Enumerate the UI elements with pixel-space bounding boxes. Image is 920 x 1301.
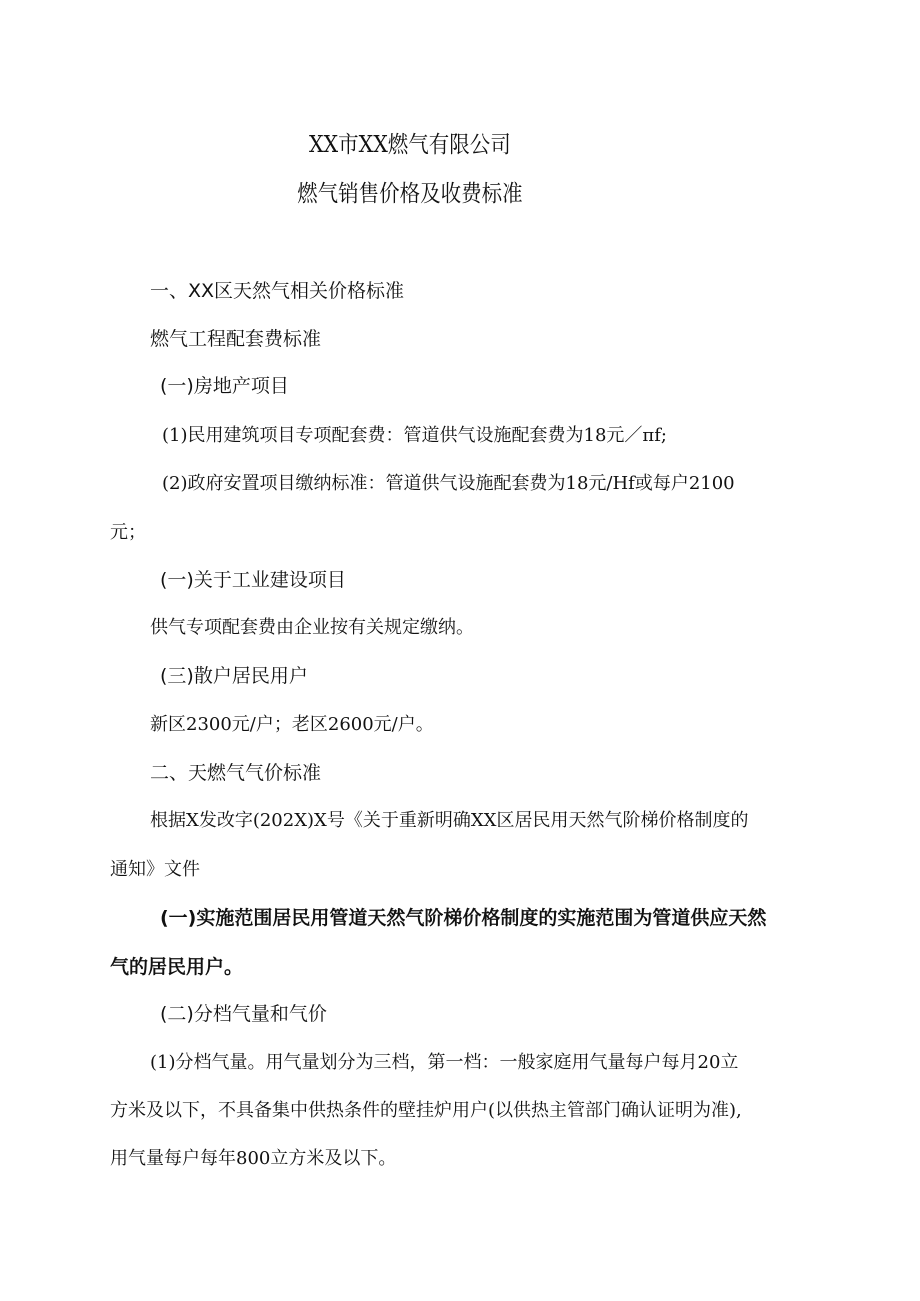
document-title: XX市XX燃气有限公司 bbox=[308, 132, 511, 158]
item3-heading: (三)散户居民用户 bbox=[160, 665, 308, 687]
section2-intro-line2: 通知》文件 bbox=[110, 859, 200, 880]
scope-line2: 气的居民用户。 bbox=[110, 956, 244, 978]
item1-line2-cont: 元； bbox=[110, 522, 146, 543]
section1-subheading: 燃气工程配套费标准 bbox=[150, 328, 322, 350]
tier-line3: 用气量每户每年800立方米及以下。 bbox=[110, 1148, 397, 1169]
document-subtitle: 燃气销售价格及收费标准 bbox=[297, 181, 523, 207]
item1-line2: (2)政府安置项目缴纳标准：管道供气设施配套费为18元/Hf或每户2100 bbox=[162, 473, 735, 494]
tier-line2: 方米及以下，不具备集中供热条件的壁挂炉用户(以供热主管部门确认证明为准), bbox=[110, 1100, 742, 1121]
item2-heading: (一)关于工业建设项目 bbox=[160, 569, 346, 591]
item1-heading: (一)房地产项目 bbox=[160, 375, 289, 397]
item1-line1: (1)民用建筑项目专项配套费：管道供气设施配套费为18元／πf; bbox=[162, 425, 667, 446]
section2-heading: 二、天燃气气价标准 bbox=[150, 762, 322, 784]
section1-heading: 一、XX区天然气相关价格标准 bbox=[150, 280, 405, 302]
tier-line1: (1)分档气量。用气量划分为三档，第一档：一般家庭用气量每户每月20立 bbox=[150, 1052, 739, 1073]
scope-line1: (一)实施范围居民用管道天然气阶梯价格制度的实施范围为管道供应天然 bbox=[160, 907, 767, 929]
section2-intro-line1: 根据X发改字(202X)X号《关于重新明确XX区居民用天然气阶梯价格制度的 bbox=[150, 810, 749, 831]
item3-text: 新区2300元/户；老区2600元/户。 bbox=[150, 714, 434, 735]
item2-text: 供气专项配套费由企业按有关规定缴纳。 bbox=[150, 617, 474, 638]
tier-heading: (二)分档气量和气价 bbox=[160, 1003, 327, 1025]
